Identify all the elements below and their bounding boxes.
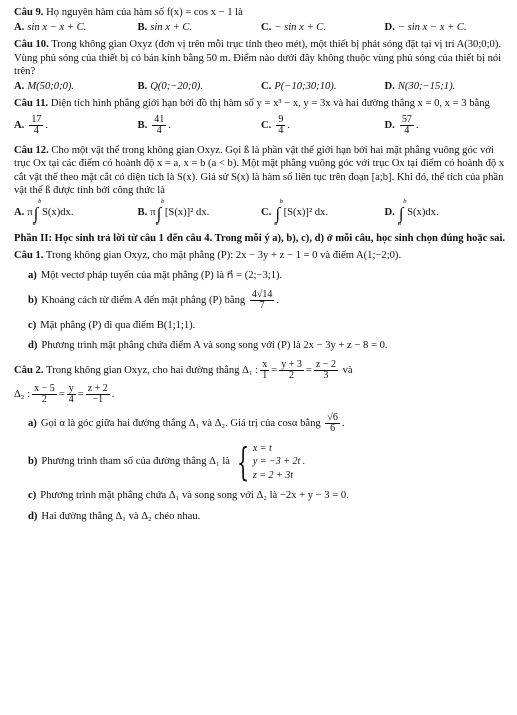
integrand: [S(x)]² dx. [164, 207, 210, 219]
numerator: z − 2 [315, 358, 336, 370]
question-9 [14, 6, 508, 34]
statement-fraction [325, 413, 340, 435]
numerator: 41 [154, 113, 165, 125]
integrand: S(x)dx. [42, 207, 74, 219]
question-9-options [14, 21, 508, 35]
tf-question-2-text: Trong không gian Oxyz, cho hai đường thẳng [46, 364, 240, 376]
line-name: Δ₂ : [14, 388, 31, 400]
option-text: sin x − x + C. [27, 21, 87, 33]
question-11-number: Câu 11. [14, 98, 49, 110]
lower-bound: a [274, 220, 278, 228]
brace-symbol: { [236, 440, 249, 484]
statement-text: Hai đường thẳng Δ₁ và Δ₂ chéo nhau. [41, 510, 201, 522]
question-10 [14, 38, 508, 93]
statement-c[interactable] [28, 489, 508, 503]
option-text: Q(0;−20;0). [150, 80, 203, 92]
denominator: 6 [330, 423, 336, 435]
option-key: C. [261, 80, 272, 92]
integral-expression [274, 197, 329, 228]
system-line: z = 2 + 3t [252, 469, 293, 481]
option-a[interactable] [14, 21, 138, 35]
system-line: x = t [252, 442, 272, 454]
statement-text: Một vectơ pháp tuyến của mặt phẳng (P) là n⃗ = (2;−3;1). [40, 270, 283, 282]
question-12-options [14, 199, 508, 227]
numerator: √6 [327, 411, 338, 423]
numerator: z + 2 [87, 382, 108, 394]
numerator: 17 [31, 113, 42, 125]
statement-d[interactable] [28, 339, 508, 353]
option-a[interactable] [14, 80, 138, 94]
parametric-system [233, 442, 306, 483]
statement-b[interactable]: b) Khoảng cách từ điểm A đến mặt phẳng (P) bằng $\frac{4√14}{7}$ . [28, 288, 279, 312]
question-9-text: Họ nguyên hàm của hàm số f(x) = cos x − 1 là [46, 7, 243, 18]
denominator: 2 [289, 370, 295, 382]
option-c[interactable] [261, 21, 385, 35]
denominator: −1 [92, 394, 104, 406]
integral-sign: ∫ b a [274, 197, 283, 228]
fraction-z [314, 360, 338, 382]
statement-text: Mặt phẳng (P) đi qua điểm B(1;1;1). [40, 319, 196, 331]
option-b[interactable] [138, 199, 262, 227]
pi-factor: π [27, 207, 33, 219]
option-fraction [400, 115, 414, 137]
statement-c[interactable] [28, 319, 508, 333]
tf-question-1-text: Trong không gian Oxyz, cho mặt phẳng (P): 2x − 3y + z − 1 = 0 và điểm A(1;−2;0). [45, 249, 402, 261]
statement-key: c) [28, 319, 37, 331]
option-key: D. [384, 80, 395, 92]
statement-b[interactable] [28, 442, 508, 483]
option-key: C. [261, 207, 272, 219]
option-text: P(−10;30;10). [274, 80, 337, 92]
denominator: 4 [404, 125, 410, 137]
option-key: A. [14, 80, 25, 92]
denominator: 4 [156, 125, 162, 137]
upper-bound: b [161, 197, 165, 205]
statement-key: d) [28, 510, 38, 522]
option-b[interactable] [138, 80, 262, 94]
option-fraction [29, 115, 43, 137]
statement-text: Phương trình tham số của đường thẳng Δ₁ là [41, 456, 230, 468]
integral-sign: ∫ b a [155, 197, 165, 228]
numerator: 4√14 [251, 288, 273, 300]
numerator: y [68, 382, 74, 394]
statement-text: Phương trình mặt phẳng chứa điểm A và song song với (P) là 2x − 3y + z − 8 = 0. [41, 340, 388, 352]
option-key: D. [384, 120, 395, 132]
denominator: 4 [278, 125, 284, 137]
fraction-y [279, 360, 304, 382]
upper-bound: b [403, 197, 407, 205]
tf-question-2 [14, 360, 508, 524]
denominator: 4 [33, 125, 39, 137]
denominator: 4 [68, 394, 74, 406]
denominator: 2 [41, 394, 47, 406]
question-12-text: Cho một vật thể trong không gian Oxyz. Gọi ß là phần vật thể giới hạn bởi hai mặt phẳng vuông góc với trục Ox tại các điểm có hoành độ x = a, x = b (a < b). Một mặt phẳng vuông góc với trục Ox tại điểm có hoành độ x cắt vật thể theo mặt cắt có diện tích là S(x). Giả sử S(x) là hàm số liên tục trên đoạn [a;b]. Khi đó, thể tích của phần vật thể ß được tính bởi công thức là [14, 144, 505, 197]
numerator: y + 3 [281, 358, 302, 370]
statement-a[interactable]: a) Gọi α là góc giữa hai đường thẳng Δ₁ và Δ₂. Giá trị của cosα bằng $\frac{√6}{6}$ . [28, 411, 345, 435]
statement-key: b) [28, 456, 38, 468]
statement-d[interactable] [28, 510, 508, 524]
option-d[interactable] [385, 199, 509, 227]
conjunction: và [342, 364, 353, 376]
part-2-heading: Phần II: Học sinh trả lời từ câu 1 đến câu 4. Trong mỗi ý a), b), c), d) ở mỗi câu, học sinh chọn đúng hoặc sai. [14, 233, 506, 245]
fraction-y [67, 384, 76, 406]
fraction-z [86, 384, 110, 406]
option-d[interactable] [385, 21, 509, 35]
option-key: B. [137, 120, 148, 132]
integral-sign: ∫ b a [397, 197, 407, 228]
numerator: x [262, 358, 268, 370]
lower-bound: a [397, 220, 402, 228]
question-10-text: Trong không gian Oxyz (đơn vị trên mỗi trục tính theo mét), một thiết bị phát sóng đặt tại vị trí A(30;0;0). Vùng phủ sóng của thiết bị có bán kính bằng 50 m. Điểm nào dưới đây không thuộc vùng phủ sóng của thiết bị nói trên? [14, 39, 502, 78]
option-b[interactable]: B. $\frac{41}{4}$ . [137, 113, 171, 137]
option-key: C. [261, 120, 272, 132]
denominator: 3 [323, 370, 329, 382]
statement-text: Phương trình mặt phẳng chứa Δ₁ và song song với Δ₂ là −2x + y − 3 = 0. [40, 490, 349, 502]
option-c[interactable] [261, 80, 385, 94]
question-9-number: Câu 9. [14, 7, 44, 18]
option-text: − sin x + C. [274, 21, 326, 33]
option-key: B. [137, 80, 148, 92]
exam-page [14, 6, 508, 530]
line-name: Δ₁ : [242, 364, 259, 376]
statement-a[interactable] [28, 269, 508, 283]
tf-question-1 [14, 249, 508, 353]
question-11 [14, 97, 508, 140]
fraction-x [32, 384, 57, 406]
question-10-options [14, 80, 508, 94]
statement-fraction [250, 290, 275, 312]
option-text: M(50;0;0). [27, 80, 75, 92]
option-a[interactable]: A. $\frac{17}{4}$ . [14, 113, 48, 137]
upper-bound: b [279, 197, 283, 205]
option-key: B. [137, 21, 148, 33]
option-key: D. [384, 207, 395, 219]
statement-key: c) [28, 490, 37, 502]
tf-question-1-number: Câu 1. [14, 249, 44, 261]
system-lines [253, 442, 305, 483]
option-key: D. [384, 21, 395, 33]
option-text: sin x + C. [150, 21, 193, 33]
option-d[interactable] [385, 80, 509, 94]
upper-bound: b [38, 197, 42, 205]
denominator: 1 [262, 370, 268, 382]
statement-key: a) [28, 270, 37, 282]
pi-factor: π [150, 207, 156, 219]
lower-bound: a [32, 220, 36, 228]
option-text: N(30;−15;1). [397, 80, 456, 92]
question-12-number: Câu 12. [14, 144, 49, 156]
option-a[interactable] [14, 199, 138, 227]
option-d[interactable]: D. $\frac{57}{4}$ . [384, 113, 419, 137]
integral-expression [397, 197, 439, 228]
denominator: 7 [259, 300, 265, 312]
integrand: S(x)dx. [407, 207, 439, 219]
line-delta-1: Δ₁ : $\frac{x}{1}$ = $\frac{y + 3}{2}$ = $\frac{z - 2}{3}$ và [242, 358, 353, 382]
line-delta-2: Δ₂ : $\frac{x - 5}{2}$ = $\frac{y}{4}$ = $\frac{z + 2}{-1}$ . [14, 382, 115, 406]
option-c[interactable]: C. $\frac{9}{4}$ . [261, 113, 290, 137]
option-fraction [276, 115, 285, 137]
option-b[interactable] [138, 21, 262, 35]
statement-text: Khoảng cách từ điểm A đến mặt phẳng (P) bằng [41, 294, 246, 306]
integral-expression [150, 197, 210, 228]
numerator: 9 [278, 113, 284, 125]
numerator: x − 5 [34, 382, 55, 394]
option-text: − sin x − x + C. [397, 21, 467, 33]
fraction-x [260, 360, 269, 382]
system-line: y = −3 + 2t . [252, 456, 306, 468]
option-key: A. [14, 207, 25, 219]
option-key: C. [261, 21, 272, 33]
option-fraction [152, 115, 166, 137]
option-c[interactable] [261, 199, 385, 227]
question-11-text: Diện tích hình phẳng giới hạn bởi đồ thị hàm số y = x³ − x, y = 3x và hai đường thẳng x = 0, x = 3 bằng [50, 98, 490, 110]
option-key: A. [14, 120, 25, 132]
integrand: [S(x)]² dx. [283, 207, 329, 219]
lower-bound: a [155, 220, 159, 228]
numerator: 57 [401, 113, 412, 125]
tf-question-2-intro [14, 360, 508, 382]
statement-key: b) [28, 294, 38, 306]
option-key: A. [14, 21, 25, 33]
integral-sign: ∫ b a [32, 197, 42, 228]
statement-text: Gọi α là góc giữa hai đường thẳng Δ₁ và Δ₂. Giá trị của cosα bằng [40, 417, 321, 429]
integral-expression [27, 197, 74, 228]
tf-question-2-number: Câu 2. [14, 364, 44, 376]
question-11-options [14, 112, 508, 140]
statement-key: d) [28, 340, 38, 352]
option-key: B. [137, 207, 148, 219]
question-12 [14, 144, 508, 227]
question-10-number: Câu 10. [14, 39, 49, 51]
statement-key: a) [28, 417, 37, 429]
